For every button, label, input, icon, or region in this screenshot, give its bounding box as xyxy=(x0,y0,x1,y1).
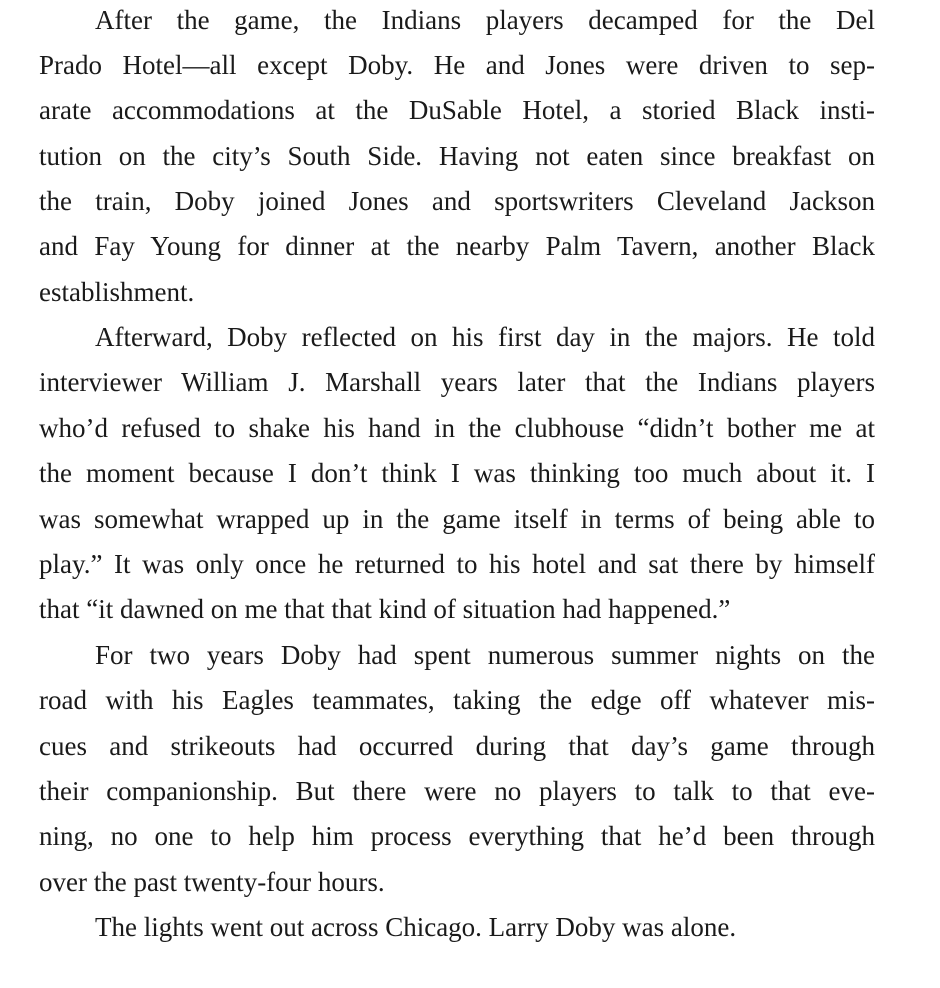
text-line: that “it dawned on me that that kind of situation had happened.” xyxy=(39,594,731,624)
text-line: was somewhat wrapped up in the game itself in terms of being able to xyxy=(39,504,875,534)
text-line: Prado Hotel—all except Doby. He and Jones were driven to sep- xyxy=(39,50,875,80)
text-line: the moment because I don’t think I was thinking too much about it. I xyxy=(39,458,875,488)
text-line: who’d refused to shake his hand in the clubhouse “didn’t bother me at xyxy=(39,413,875,443)
text-line: Afterward, Doby reflected on his first day in the majors. He told xyxy=(95,322,875,352)
text-line: interviewer William J. Marshall years later that the Indians players xyxy=(39,367,875,397)
text-line: tution on the city’s South Side. Having not eaten since breakfast on xyxy=(39,141,875,171)
text-line: and Fay Young for dinner at the nearby Palm Tavern, another Black xyxy=(39,231,875,261)
text-line: ning, no one to help him process everything that he’d been through xyxy=(39,821,875,851)
text-line: establishment. xyxy=(39,277,195,307)
text-line: the train, Doby joined Jones and sportswriters Cleveland Jackson xyxy=(39,186,875,216)
text-line: over the past twenty-four hours. xyxy=(39,867,385,897)
text-line: play.” It was only once he returned to his hotel and sat there by himself xyxy=(39,549,875,579)
text-line: road with his Eagles teammates, taking the edge off whatever mis- xyxy=(39,685,875,715)
text-line: After the game, the Indians players decamped for the Del xyxy=(95,5,875,35)
text-line: cues and strikeouts had occurred during that day’s game through xyxy=(39,731,875,761)
text-line: arate accommodations at the DuSable Hotel, a storied Black insti- xyxy=(39,95,875,125)
text-line: their companionship. But there were no players to talk to that eve- xyxy=(39,776,875,806)
text-line: The lights went out across Chicago. Larry Doby was alone. xyxy=(95,912,737,942)
text-line: For two years Doby had spent numerous summer nights on the xyxy=(95,640,875,670)
